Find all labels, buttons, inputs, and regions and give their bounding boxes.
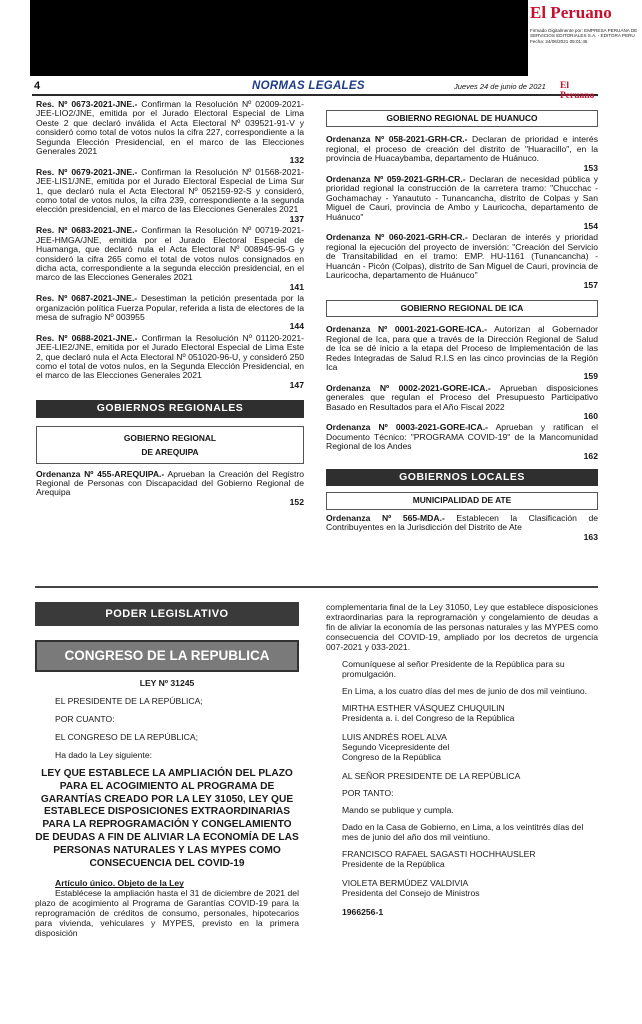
section-title: NORMAS LEGALES [252, 80, 365, 92]
law-comuniquese: Comuníquese al señor Presidente de la República para su promulgación. [342, 659, 565, 679]
arequipa-section-box: GOBIERNO REGIONAL DE AREQUIPA [36, 426, 304, 464]
index-entry: Ordenanza Nº 060-2021-GRH-CR.- Declaran de interés y prioridad regional la ejecución del proyecto de inversión: "Creación del Servicio de Transitabilidad en el tramo: EMP. HU-1161 (Tunancancha) - Huancán - Picón (Colpas), distrito de San Miguel de Cauri, provincia de Lauricocha, departamento de Huánuco" 157 [326, 232, 599, 290]
page-header [32, 80, 598, 101]
index-entry: Res. Nº 0683-2021-JNE.- Confirman la Resolución Nº 00719-2021-JEE-HMGA/JNE, emitida por el Jurado Electoral Especial de Huamanga, que declaró nula el Acta Electoral Nº 008945-95-G y consideró la cifra 265 como el total de votos nulos consignados en dicha acta, correspondiente a la segunda elección presidencial, en el marco de las Elecciones Generales 2021 141 [36, 225, 305, 292]
congreso-banner: CONGRESO DE LA REPUBLICA [35, 640, 299, 672]
article-heading: Artículo único. Objeto de la Ley [55, 878, 184, 889]
left-index-column [36, 100, 304, 509]
law-continuation: complementaria final de la Ley 31050, Ley que establece disposiciones extraordinarias para la reprogramación y congelamiento de deudas a fin de aliviar la economía de las personas naturales y las MYPES como consecuencia del COVID-19, ampliado por los decretos de urgencia 007-2021 y 033-2021. [326, 602, 598, 652]
huanuco-section-box: GOBIERNO REGIONAL DE HUANUCO [326, 110, 598, 127]
law-line: EL CONGRESO DE LA REPÚBLICA; [55, 732, 198, 742]
law-body-left [35, 678, 299, 938]
signature-block: MIRTHA ESTHER VÁSQUEZ CHUQUILIN Presidenta a. i. del Congreso de la República [342, 703, 515, 723]
page-number: 4 [34, 80, 41, 92]
law-line: EL PRESIDENTE DE LA REPÚBLICA; [55, 696, 203, 706]
gobiernos-locales-banner: GOBIERNOS LOCALES [326, 469, 598, 486]
article-text: Establécese la ampliación hasta el 31 de diciembre de 2021 del plazo de acogimiento al Programa de Garantías COVID-19 para la reprogramación de créditos de consumo, personales, hipotecarios para vivienda, vehiculares y MYPES, previsto en la primera disposición [35, 888, 299, 939]
law-addressee: AL SEÑOR PRESIDENTE DE LA REPÚBLICA [342, 771, 521, 781]
index-entry: Res. Nº 0679-2021-JNE.- Confirman la Resolución Nº 01568-2021-JEE-LIS1/JNE, emitida por el Jurado Electoral Especial de Lima Sur 1, que declaró nula el Acta Electoral Nº 052159-92-S y consideró, como total de votos nulos, la cifra 239, correspondiente a la segunda elección presidencial, en el marco de las Elecciones Generales 2021 137 [36, 166, 305, 224]
law-mando: Mando se publique y cumpla. [342, 805, 454, 815]
ica-section-box: GOBIERNO REGIONAL DE ICA [326, 300, 598, 317]
signature-block: FRANCISCO RAFAEL SAGASTI HOCHHAUSLER Presidente de la República [342, 849, 536, 869]
index-entry: Ordenanza Nº 058-2021-GRH-CR.- Declaran de prioridad e interés regional, el proceso de creación del distrito de "Huaracillo", en la provincia de Huacaybamba, departamento de Huánuco. 153 [326, 134, 598, 173]
law-dado: Dado en la Casa de Gobierno, en Lima, a los veintitrés días del mes de junio del año dos mil veintiuno. [342, 822, 584, 842]
signature-block: VIOLETA BERMÚDEZ VALDIVIA Presidenta del Consejo de Ministros [342, 878, 480, 898]
poder-legislativo-banner: PODER LEGISLATIVO [35, 602, 299, 626]
signature-text: Firmado Digitalmente por: EMPRESA PERUANA DE SERVICIOS EDITORIALES S.A. - EDITORA PERU Fecha: 24/06/2021 05:01:45 [530, 28, 638, 44]
law-line: POR CUANTO: [55, 714, 115, 724]
index-entry: Ordenanza Nº 455-AREQUIPA.- Aprueban la Creación del Registro Regional de Personas con Discapacidad del Gobierno Regional de Arequipa 152 [36, 468, 304, 507]
law-body-right [326, 602, 598, 924]
law-line: Ha dado la Ley siguiente: [55, 750, 152, 760]
law-title: LEY QUE ESTABLECE LA AMPLIACIÓN DEL PLAZO PARA EL ACOGIMIENTO AL PROGRAMA DE GARANTÍAS CREADO POR LA LEY 31050, LEY QUE ESTABLECE DISPOSICIONES EXTRAORDINARIAS PARA LA REPROGRAMACIÓN Y CONGELAMIENTO DE DEUDAS A FIN DE ALIVIAR LA ECONOMÍA DE LAS PERSONAS NATURALES Y LAS MYPES COMO CONSECUENCIA DEL COVID-19 [35, 768, 299, 869]
index-entry: Res. Nº 0688-2021-JNE.- Confirman la Resolución Nº 01120-2021-JEE-LIE2/JNE, emitida por el Jurado Electoral Especial de Lima Este 2, que declaró nula el Acta Electoral Nº 051020-96-U, y consideró 250 como el total de votos nulos, en la Segunda Elección Presidencial, en el marco de las Elecciones Generales 2021 147 [36, 332, 305, 390]
publication-code: 1966256-1 [342, 907, 384, 917]
index-entry: Ordenanza Nº 565-MDA.- Establecen la Clasificación de Contribuyentes en la Jurisdicción del Distrito de Ate 163 [326, 512, 599, 542]
right-index-column [326, 104, 598, 544]
top-black-bar [30, 0, 528, 76]
header-brand: El Peruano [560, 81, 595, 101]
law-por-tanto: POR TANTO: [342, 788, 394, 798]
index-entry: Ordenanza Nº 0002-2021-GORE-ICA.- Aprueban disposiciones generales que regulan el Proceso del Presupuesto Participativo Basado en Resultados para el Año Fiscal 2022 160 [326, 382, 598, 421]
section-divider [35, 586, 598, 588]
el-peruano-logo: El Peruano [530, 3, 612, 22]
law-lima-date: En Lima, a los cuatro días del mes de junio de dos mil veintiuno. [342, 686, 588, 696]
gobiernos-regionales-banner: GOBIERNOS REGIONALES [36, 400, 304, 417]
index-entry: Ordenanza Nº 0003-2021-GORE-ICA.- Aprueban y ratifican el Documento Técnico: "PROGRAMA COVID-19" de la Mancomunidad Regional de los Andes 162 [326, 422, 598, 461]
index-entry: Res. Nº 0673-2021-JNE.- Confirman la Resolución Nº 02009-2021-JEE-LIO2/JNE, emitida por el Jurado Electoral Especial de Lima Oeste 2 que declaró inválida el Acta Electoral Nº 039521-91-V y consideró como total de votos nulos la cifra 227, correspondiente a la Segunda Elección Presidencial, en el marco de las Elecciones Generales 2021 132 [36, 99, 305, 166]
ate-section-box: MUNICIPALIDAD DE ATE [326, 492, 598, 509]
publication-date: Jueves 24 de junio de 2021 [454, 82, 546, 91]
signature-block: LUIS ANDRÉS ROEL ALVA Segundo Vicepresidente del Congreso de la República [342, 732, 450, 762]
index-entry: Ordenanza Nº 0001-2021-GORE-ICA.- Autorizan al Gobernador Regional de Ica, para que a través de la Dirección Regional de Salud de Ica se dé inicio a la etapa del Proceso de Implementación de las Redes Integradas de Salud R.I.S en las cinco provincias de la Región Ica 159 [326, 324, 598, 382]
index-entry: Ordenanza Nº 059-2021-GRH-CR.- Declaran de necesidad pública y prioridad regional la construcción de la carretera tramo: "Chucchac - Gochamachay - Yanaututo - Tunancancha, distrito de Colpas y San Miguel de Cauri, provincia de Ambo y Lauricocha, departamento de Huánuco" 154 [326, 174, 598, 232]
law-number: LEY Nº 31245 [139, 678, 195, 688]
index-entry: Res. Nº 0687-2021-JNE.- Desestiman la petición presentada por la organización política Fuerza Popular, referida a lista de electores de la mesa de sufragio Nº 003955 144 [36, 293, 305, 332]
